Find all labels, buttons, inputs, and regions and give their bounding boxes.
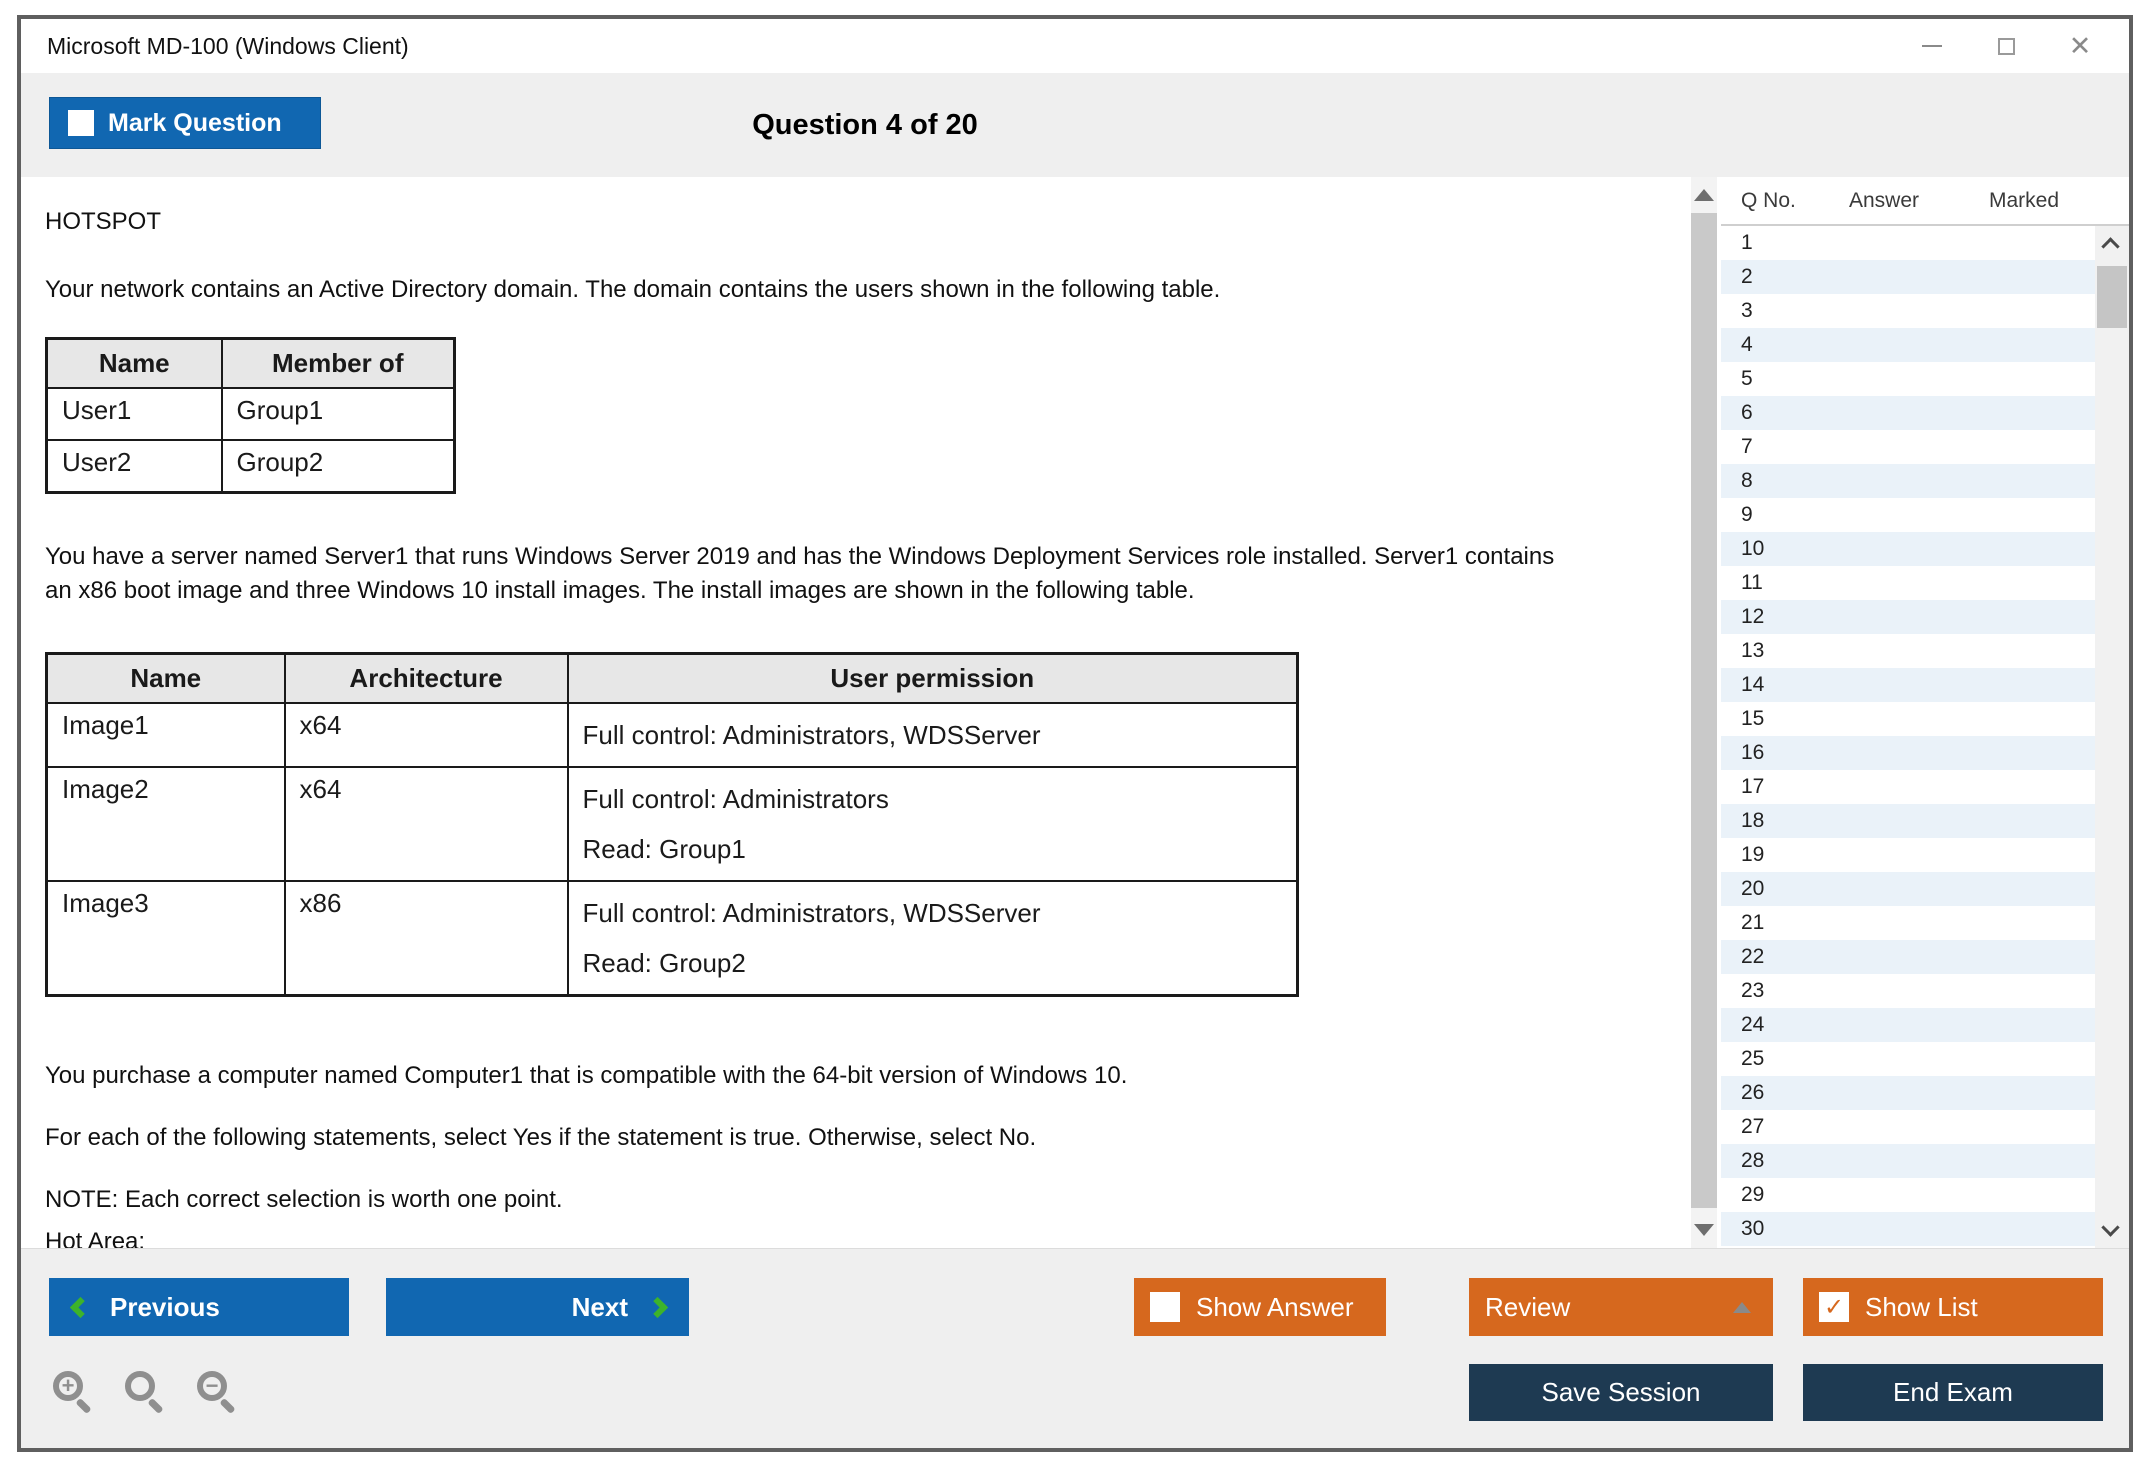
magnifier-icon (125, 1371, 155, 1401)
question-number: 5 (1741, 367, 1753, 390)
zoom-reset-button[interactable] (123, 1369, 169, 1415)
chevron-right-icon (647, 1296, 668, 1317)
question-list-row[interactable] (1721, 736, 2095, 770)
content-region (21, 177, 2129, 1248)
image-arch-cell: x64 (285, 703, 568, 767)
question-number: 23 (1741, 979, 1765, 1002)
question-list-scrollbar[interactable] (2095, 226, 2129, 1248)
question-list-row[interactable] (1721, 1042, 2095, 1076)
table-row (47, 388, 455, 440)
question-list-row[interactable] (1721, 702, 2095, 736)
question-list-row[interactable] (1721, 838, 2095, 872)
app-window (17, 15, 2133, 1452)
question-list-row[interactable] (1721, 464, 2095, 498)
question-number: 21 (1741, 911, 1765, 934)
question-list-row[interactable] (1721, 1008, 2095, 1042)
image-name-cell: Image2 (47, 767, 285, 881)
question-number: 22 (1741, 945, 1765, 968)
question-number: 24 (1741, 1013, 1765, 1036)
images-table-header-architecture: Architecture (285, 653, 568, 703)
question-list-row[interactable] (1721, 1144, 2095, 1178)
question-pane-scrollbar[interactable] (1691, 177, 1717, 1248)
question-list-row[interactable] (1721, 362, 2095, 396)
save-session-label: Save Session (1541, 1377, 1701, 1407)
previous-label: Previous (110, 1291, 220, 1322)
question-list-row[interactable] (1721, 328, 2095, 362)
image-permission-cell (568, 881, 1298, 996)
install-images-table (45, 652, 1299, 997)
question-number: 30 (1741, 1217, 1765, 1240)
image-permission-cell (568, 703, 1298, 767)
title-bar (21, 19, 2129, 73)
question-number: 10 (1741, 537, 1765, 560)
question-list-row[interactable] (1721, 906, 2095, 940)
chevron-left-icon (70, 1296, 91, 1317)
question-list-row[interactable] (1721, 498, 2095, 532)
table-row (47, 440, 455, 492)
question-number: 18 (1741, 809, 1765, 832)
question-number: 13 (1741, 639, 1765, 662)
minimize-button[interactable] (1919, 33, 1945, 59)
triangle-up-icon (1733, 1302, 1751, 1313)
scroll-up-chevron-icon[interactable] (2101, 237, 2119, 255)
question-number: 15 (1741, 707, 1765, 730)
question-number: 29 (1741, 1183, 1765, 1206)
close-icon: ✕ (2068, 30, 2092, 62)
question-number: 11 (1741, 571, 1763, 594)
maximize-icon (1998, 38, 2015, 55)
question-number: 1 (1741, 231, 1753, 254)
question-list-row[interactable] (1721, 396, 2095, 430)
question-list-row[interactable] (1721, 804, 2095, 838)
column-header-answer: Answer (1849, 189, 1920, 212)
question-number: 7 (1741, 435, 1753, 458)
question-paragraph: NOTE: Each correct selection is worth one point. (45, 1185, 563, 1213)
question-number: 2 (1741, 265, 1753, 288)
image-name-cell: Image3 (47, 881, 285, 996)
question-list-row[interactable] (1721, 872, 2095, 906)
hot-area-label: Hot Area: (45, 1227, 146, 1248)
question-number: 27 (1741, 1115, 1765, 1138)
permission-line: Full control: Administrators, WDSServer (582, 897, 1041, 928)
question-number: 17 (1741, 775, 1765, 798)
image-arch-cell: x64 (285, 767, 568, 881)
zoom-in-button[interactable] (51, 1369, 97, 1415)
question-list-row[interactable] (1721, 566, 2095, 600)
question-list-panel (1721, 177, 2129, 1248)
question-counter: Question 4 of 20 (752, 108, 978, 141)
question-number: 8 (1741, 469, 1753, 492)
images-table-header-name: Name (47, 653, 285, 703)
end-exam-button[interactable] (1803, 1364, 2103, 1421)
show-list-button[interactable] (1803, 1278, 2103, 1336)
users-table-header-name: Name (47, 339, 222, 389)
images-table-header-row (47, 653, 1298, 703)
question-type-label: HOTSPOT (45, 208, 162, 235)
close-button[interactable] (2067, 30, 2093, 62)
question-number: 14 (1741, 673, 1765, 696)
user-group-cell: Group1 (222, 388, 455, 440)
zoom-in-icon: + (53, 1371, 83, 1401)
question-number: 26 (1741, 1081, 1765, 1104)
permission-line: Read: Group2 (582, 947, 746, 978)
question-number: 6 (1741, 401, 1753, 424)
scroll-down-chevron-icon[interactable] (2101, 1218, 2119, 1236)
review-label: Review (1485, 1291, 1571, 1322)
question-paragraph: You have a server named Server1 that runs Windows Server 2019 and has the Windows Deployment Services role installed. Server1 contains an x86 boot image and three Windows 10 install images. The install images are shown in the following table. (45, 542, 1555, 604)
images-table-header-permission: User permission (568, 653, 1298, 703)
column-header-marked: Marked (1989, 189, 2060, 212)
table-row (47, 767, 1298, 881)
question-list-row[interactable] (1721, 260, 2095, 294)
show-answer-label: Show Answer (1196, 1291, 1354, 1322)
column-header-qno: Q No. (1741, 189, 1796, 212)
users-table (45, 337, 456, 494)
show-list-checkbox[interactable] (1819, 1292, 1849, 1322)
question-paragraph: You purchase a computer named Computer1 that is compatible with the 64-bit version of Windows 10. (45, 1061, 1128, 1089)
question-list-row[interactable] (1721, 1178, 2095, 1212)
question-paragraph: For each of the following statements, select Yes if the statement is true. Otherwise, select No. (45, 1123, 1037, 1151)
scrollbar-thumb[interactable] (2097, 266, 2127, 328)
previous-button[interactable] (49, 1278, 349, 1336)
question-list-row[interactable] (1721, 1076, 2095, 1110)
permission-line: Full control: Administrators, WDSServer (582, 719, 1041, 750)
question-list-row[interactable] (1721, 940, 2095, 974)
question-number: 25 (1741, 1047, 1765, 1070)
question-list-row[interactable] (1721, 430, 2095, 464)
question-pane (21, 177, 1687, 1248)
permission-line: Full control: Administrators (582, 783, 889, 814)
question-list-row[interactable] (1721, 294, 2095, 328)
question-paragraph: Your network contains an Active Directory domain. The domain contains the users shown in the following table. (45, 276, 1221, 303)
permission-line: Read: Group1 (582, 833, 746, 864)
zoom-tools (51, 1369, 241, 1415)
save-session-button[interactable] (1469, 1364, 1773, 1421)
image-name-cell: Image1 (47, 703, 285, 767)
table-row (47, 703, 1298, 767)
users-table-header-member: Member of (222, 339, 455, 389)
next-label: Next (571, 1291, 628, 1322)
scrollbar-thumb[interactable] (1691, 213, 1717, 1208)
question-list-row[interactable] (1721, 974, 2095, 1008)
top-bar (21, 73, 2129, 177)
maximize-button[interactable] (1993, 33, 2019, 59)
user-name-cell: User2 (47, 440, 222, 492)
question-list-row[interactable] (1721, 634, 2095, 668)
show-answer-checkbox[interactable] (1150, 1292, 1180, 1322)
checkmark-icon: ✓ (1823, 1293, 1845, 1321)
question-number: 4 (1741, 333, 1753, 356)
question-list-row[interactable] (1721, 1110, 2095, 1144)
show-list-label: Show List (1865, 1291, 1978, 1322)
zoom-out-button[interactable] (195, 1369, 241, 1415)
question-list-row[interactable] (1721, 668, 2095, 702)
scroll-down-arrow-icon[interactable] (1694, 1224, 1714, 1236)
image-permission-cell (568, 767, 1298, 881)
question-list-row[interactable] (1721, 532, 2095, 566)
zoom-out-icon: − (197, 1371, 227, 1401)
question-number: 16 (1741, 741, 1765, 764)
question-number: 9 (1741, 503, 1753, 526)
question-number: 3 (1741, 299, 1753, 322)
show-answer-button[interactable] (1134, 1278, 1386, 1336)
user-group-cell: Group2 (222, 440, 455, 492)
end-exam-label: End Exam (1893, 1377, 2013, 1407)
minimize-icon (1922, 45, 1942, 47)
user-name-cell: User1 (47, 388, 222, 440)
question-list (1721, 226, 2095, 1248)
scroll-up-arrow-icon[interactable] (1694, 189, 1714, 201)
window-title: Microsoft MD-100 (Windows Client) (47, 33, 409, 59)
question-list-row[interactable] (1721, 1212, 2095, 1246)
question-list-row[interactable] (1721, 600, 2095, 634)
window-controls (1919, 29, 2093, 63)
bottom-toolbar (21, 1248, 2129, 1448)
next-button[interactable] (386, 1278, 689, 1336)
question-number: 28 (1741, 1149, 1765, 1172)
review-button[interactable] (1469, 1278, 1773, 1336)
image-arch-cell: x86 (285, 881, 568, 996)
table-row (47, 881, 1298, 996)
question-list-row[interactable] (1721, 226, 2095, 260)
mark-question-label: Mark Question (108, 108, 282, 137)
question-list-row[interactable] (1721, 770, 2095, 804)
question-number: 20 (1741, 877, 1765, 900)
question-number: 19 (1741, 843, 1765, 866)
users-table-header-row (47, 339, 455, 389)
question-number: 12 (1741, 605, 1765, 628)
question-list-header (1721, 177, 2129, 226)
